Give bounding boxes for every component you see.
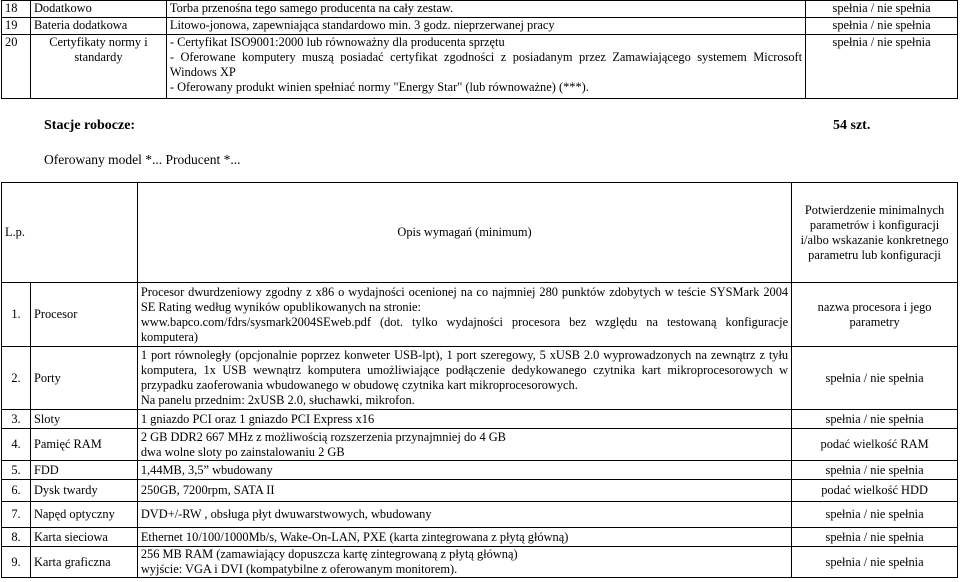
row-status: spełnia / nie spełnia [792,547,958,578]
table-row [2,528,958,547]
row-number: 20 [2,35,31,99]
description-line: 256 MB RAM (zamawiający dopuszcza kartę zintegrowaną z płytą główną) [140,547,518,561]
table-header-row [2,183,958,283]
table-row [2,502,958,528]
description-line: - Certyfikat ISO9001:2000 lub równoważny dla producenta sprzętu [169,35,505,49]
row-status: spełnia / nie spełnia [806,1,958,18]
row-name: Karta graficzna [30,547,137,578]
row-description: Litowo-jonowa, zapewniająca standardowo min. 3 godz. nieprzerwanej pracy [166,18,805,35]
table-row [2,347,958,410]
row-number: 1. [2,283,31,347]
row-name: Dodatkowo [30,1,166,18]
workstation-requirements-table [1,182,958,578]
header-confirmation: Potwierdzenie minimalnych parametrów i konfiguracji i/albo wskazanie konkretnego parametru lub konfiguracji [792,183,958,283]
row-name: Procesor [30,283,137,347]
row-name: Pamięć RAM [30,429,137,461]
row-name: Sloty [30,410,137,429]
section-heading: Stacje robocze: [44,118,136,133]
row-description: DVD+/-RW , obsługa płyt dwuwarstwowych, wbudowany [137,502,791,528]
row-status: spełnia / nie spełnia [806,35,958,99]
row-status: spełnia / nie spełnia [792,461,958,480]
description-line: 2 GB DDR2 667 MHz z możliwością rozszerzenia przynajmniej do 4 GB [140,429,506,444]
table-row [2,35,958,99]
row-number: 5. [2,461,31,480]
table-row [2,461,958,480]
table-row [2,429,958,461]
continued-requirements-table [1,0,958,99]
row-status: podać wielkość HDD [792,480,958,502]
row-name: Napęd optyczny [30,502,137,528]
header-description: Opis wymagań (minimum) [137,183,791,283]
row-description [137,547,791,578]
table-row [2,410,958,429]
row-description: 250GB, 7200rpm, SATA II [137,480,791,502]
row-status: spełnia / nie spełnia [792,502,958,528]
table-row [2,547,958,578]
row-number: 19 [2,18,31,35]
row-status: spełnia / nie spełnia [792,528,958,547]
row-number: 2. [2,347,31,410]
table-row [2,480,958,502]
description-line: www.bapco.com/fdrs/sysmark2004SEweb.pdf (dot. tylko wydajności procesora bez względu na testowaną konfiguracje komputera) [140,314,789,344]
description-line: wyjście: VGA i DVI (kompatybilne z oferowanym monitorem). [140,562,458,576]
row-number: 18 [2,1,31,18]
row-description: Ethernet 10/100/1000Mb/s, Wake-On-LAN, PXE (karta zintegrowana z płytą główną) [137,528,791,547]
description-line: - Oferowany produkt winien spełniać normy "Energy Star" (lub równoważne) (***). [169,80,589,94]
row-number: 9. [2,547,31,578]
description-line: dwa wolne sloty po zainstalowaniu 2 GB [140,444,345,459]
row-status: spełnia / nie spełnia [792,410,958,429]
row-name: Certyfikaty normy i standardy [30,35,166,99]
description-line: Procesor dwurdzeniowy zgodny z x86 o wydajności ocenionej na co najmniej 280 punktów zdobytych w teście SYSMark 2004 SE Rating według wyników opublikowanych na stronie: [140,284,789,314]
row-number: 8. [2,528,31,547]
row-status: spełnia / nie spełnia [792,347,958,410]
quantity: 54 szt. [833,118,871,133]
row-description: 1,44MB, 3,5” wbudowany [137,461,791,480]
row-name: Dysk twardy [30,480,137,502]
description-line: - Oferowane komputery muszą posiadać certyfikat zgodności z posiadanym przez Zamawiającego systemem Microsoft Windows XP [169,50,803,79]
row-number: 7. [2,502,31,528]
row-status: podać wielkość RAM [792,429,958,461]
offered-model-line: Oferowany model *... Producent *... [44,152,241,167]
row-description [166,35,805,99]
row-number: 3. [2,410,31,429]
row-description: 1 gniazdo PCI oraz 1 gniazdo PCI Express x16 [137,410,791,429]
row-description [137,347,791,410]
row-description [137,429,791,461]
table-row [2,1,958,18]
row-name: Karta sieciowa [30,528,137,547]
table-row [2,283,958,347]
description-line: 1 port równoległy (opcjonalnie poprzez konweter USB-lpt), 1 port szeregowy, 5 xUSB 2.0 wyprowadzonych na zewnątrz z tyłu komputera, 1x USB wewnątrz komputera umożliwiające podłączenie dedykowanego czytnika kart mikroprocesorowych w przypadku zaoferowania wbudowanego w obudowę czytnika kart mikroprocesorowych. [140,348,789,392]
row-number: 6. [2,480,31,502]
header-lp: L.p. [2,183,138,283]
row-name: Bateria dodatkowa [30,18,166,35]
row-name: Porty [30,347,137,410]
row-number: 4. [2,429,31,461]
description-line: Na panelu przednim: 2xUSB 2.0, słuchawki, mikrofon. [140,393,415,407]
row-description [137,283,791,347]
row-name: FDD [30,461,137,480]
table-row [2,18,958,35]
row-description: Torba przenośna tego samego producenta na cały zestaw. [166,1,805,18]
row-status: spełnia / nie spełnia [806,18,958,35]
row-status: nazwa procesora i jego parametry [792,283,958,347]
